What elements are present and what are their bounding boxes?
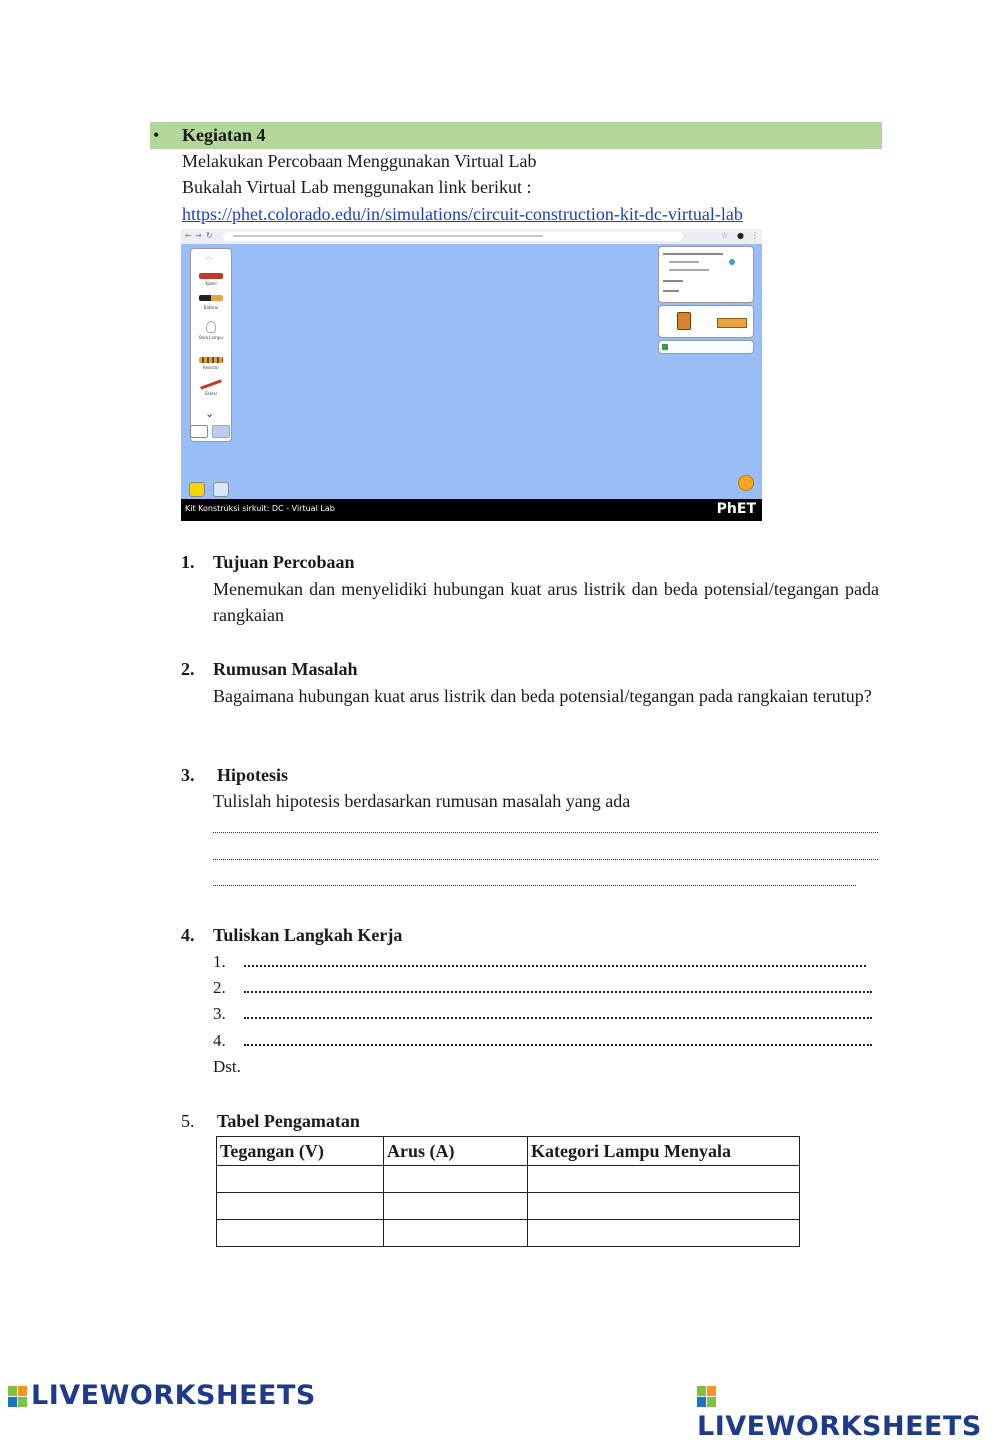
step-number: 2. xyxy=(213,978,226,997)
activity-line-1: Melakukan Percobaan Menggunakan Virtual Lab xyxy=(182,151,537,171)
meters-panel xyxy=(658,305,754,338)
zoom-in-icon xyxy=(213,482,229,497)
step-number: 4. xyxy=(213,1031,226,1050)
chevron-up-icon: ︿ xyxy=(205,252,213,261)
phet-logo: PhET xyxy=(716,501,756,517)
table-cell[interactable] xyxy=(217,1220,384,1247)
lifelike-view-button xyxy=(190,425,208,438)
section-number: 5. xyxy=(181,1111,195,1131)
section-title: Rumusan Masalah xyxy=(213,659,358,679)
column-header: Arus (A) xyxy=(384,1137,528,1166)
steps-continue: Dst. xyxy=(213,1057,241,1076)
table-cell[interactable] xyxy=(528,1166,800,1193)
observation-table xyxy=(216,1136,800,1247)
column-header: Kategori Lampu Menyala xyxy=(528,1137,800,1166)
liveworksheets-badge-icon xyxy=(697,1386,717,1408)
table-cell[interactable] xyxy=(384,1220,528,1247)
column-header: Tegangan (V) xyxy=(217,1137,384,1166)
virtual-lab-screenshot xyxy=(181,229,762,521)
answer-line[interactable] xyxy=(213,832,878,833)
display-options-panel xyxy=(658,246,754,303)
voltmeter-icon xyxy=(677,312,691,330)
section-number: 3. xyxy=(181,765,195,785)
step-line[interactable] xyxy=(244,1044,872,1046)
tool-label: Saklar xyxy=(204,391,218,396)
section-text: Menemukan dan menyelidiki hubungan kuat arus listrik dan beda potensial/tegangan pada rangkaian xyxy=(213,579,879,625)
reset-icon xyxy=(738,475,754,491)
table-cell[interactable] xyxy=(217,1166,384,1193)
section-title: Hipotesis xyxy=(217,765,289,785)
answer-line[interactable] xyxy=(213,885,856,886)
table-row xyxy=(217,1166,800,1193)
table-cell[interactable] xyxy=(384,1193,528,1220)
step-line[interactable] xyxy=(244,1017,872,1019)
section-title: Tujuan Percobaan xyxy=(213,552,355,572)
wire-tool-icon xyxy=(199,273,223,279)
schematic-view-button xyxy=(212,425,230,438)
liveworksheets-badge-icon xyxy=(8,1386,28,1408)
virtual-lab-link[interactable]: https://phet.colorado.edu/in/simulations/circuit-construction-kit-dc-virtual-lab xyxy=(182,204,743,224)
table-row xyxy=(217,1193,800,1220)
battery-tool-icon xyxy=(199,295,223,301)
section-text: Tulislah hipotesis berdasarkan rumusan masalah yang ada xyxy=(213,791,631,811)
browser-bar xyxy=(181,229,762,244)
bulb-tool-icon xyxy=(206,321,216,333)
back-icon: ← xyxy=(185,231,192,240)
activity-title: Kegiatan 4 xyxy=(182,125,266,145)
tool-label: Bola Lampu xyxy=(199,335,223,340)
activity-line-2: Bukalah Virtual Lab menggunakan link berikut : xyxy=(182,177,532,197)
forward-icon: → xyxy=(195,231,202,240)
chevron-down-icon: ⌄ xyxy=(205,407,215,420)
section-number: 4. xyxy=(181,925,195,945)
table-cell[interactable] xyxy=(384,1166,528,1193)
menu-icon: ⋮ xyxy=(751,231,759,240)
reload-icon: ↻ xyxy=(206,231,213,240)
section-title: Tuliskan Langkah Kerja xyxy=(213,925,403,945)
resistor-tool-icon xyxy=(199,357,223,363)
logo-text: LIVEWORKSHEETS xyxy=(697,1411,982,1442)
profile-icon: ● xyxy=(737,231,744,240)
answer-line[interactable] xyxy=(213,859,878,860)
switch-tool-icon xyxy=(200,379,222,389)
circuit-toolbox xyxy=(190,248,232,442)
tool-label: Resistor xyxy=(203,365,219,370)
step-number: 1. xyxy=(213,952,226,971)
liveworksheets-logo-right xyxy=(697,1380,1000,1442)
advanced-panel xyxy=(658,340,754,354)
star-icon: ☆ xyxy=(721,231,729,240)
ammeter-icon xyxy=(717,318,747,328)
section-title: Tabel Pengamatan xyxy=(217,1111,360,1131)
sim-footer xyxy=(181,499,762,521)
section-number: 2. xyxy=(181,659,195,679)
section-text: Bagaimana hubungan kuat arus listrik dan beda potensial/tegangan pada rangkaian terutup? xyxy=(213,686,872,706)
url-text-placeholder xyxy=(233,235,543,237)
table-row xyxy=(217,1220,800,1247)
table-cell[interactable] xyxy=(217,1193,384,1220)
zoom-out-icon xyxy=(189,482,205,497)
step-number: 3. xyxy=(213,1004,226,1023)
logo-text: LIVEWORKSHEETS xyxy=(31,1380,316,1411)
liveworksheets-logo-left xyxy=(8,1380,316,1411)
sim-title: Kit Konstruksi sirkuit: DC - Virtual Lab xyxy=(185,504,335,513)
step-line[interactable] xyxy=(244,991,872,993)
table-header-row xyxy=(217,1137,800,1166)
tool-label: Kabel xyxy=(205,281,217,286)
step-line[interactable] xyxy=(244,965,866,967)
table-cell[interactable] xyxy=(528,1193,800,1220)
tool-label: Baterai xyxy=(203,305,219,310)
table-cell[interactable] xyxy=(528,1220,800,1247)
section-number: 1. xyxy=(181,552,195,572)
bullet: • xyxy=(153,125,160,145)
expand-icon xyxy=(662,344,668,350)
